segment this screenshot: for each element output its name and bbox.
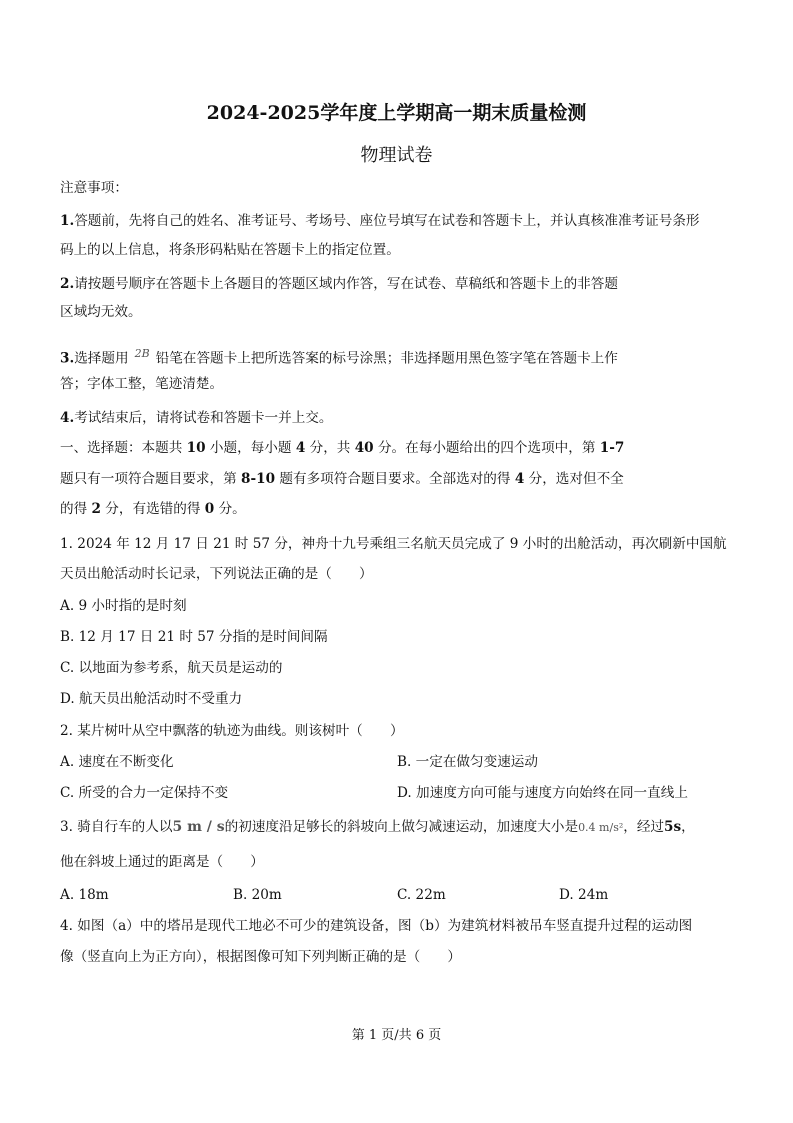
section1-number: 1-7	[599, 440, 625, 456]
section1-line-3	[60, 500, 246, 518]
q3-option-a: A. 18m	[60, 887, 109, 903]
section1-number: 4	[514, 471, 525, 487]
notice-item-1-cont: 码上的以上信息，将条形码粘贴在答题卡上的指定位置。	[60, 242, 400, 258]
pencil-grade-math: 2B	[134, 347, 150, 360]
section1-text: 分。	[214, 501, 246, 517]
section1-text: 的得	[60, 501, 92, 517]
q3-text: 的初速度沿足够长的斜坡向上做匀减速运动，加速度大小是	[224, 819, 579, 835]
notice-item-1	[60, 212, 700, 230]
q2-stem: 2. 某片树叶从空中飘落的轨迹为曲线。则该树叶（ ）	[60, 723, 404, 739]
q3-text: ，	[681, 819, 695, 835]
notice-item-4-text: 考试结束后，请将试卷和答题卡一并上交。	[74, 410, 333, 426]
q1-option-c: C. 以地面为参考系，航天员是运动的	[60, 660, 283, 676]
q4-stem-line-1: 4. 如图（a）中的塔吊是现代工地必不可少的建筑设备，图（b）为建筑材料被吊车竖直提升过程的运动图	[60, 918, 693, 934]
q3-option-d: D. 24m	[559, 887, 609, 903]
q3-text: 3. 骑自行车的人以	[60, 819, 173, 835]
notice-item-2-text: 请按题号顺序在答题卡上各题目的答题区域内作答，写在试卷、草稿纸和答题卡上的非答题	[74, 276, 618, 292]
section1-number: 0	[204, 501, 215, 517]
q1-option-d: D. 航天员出舱活动时不受重力	[60, 691, 243, 707]
notice-item-1-number: 1.	[60, 213, 75, 229]
notice-item-4-number: 4.	[60, 410, 75, 426]
notice-item-4	[60, 409, 332, 427]
section1-number: 4	[295, 440, 306, 456]
q3-initial-velocity: 5 m / s	[172, 819, 225, 835]
q2-option-a: A. 速度在不断变化	[60, 754, 174, 770]
q2-option-b: B. 一定在做匀变速运动	[397, 754, 538, 770]
section1-text: 分。在每小题给出的四个选项中，第	[373, 440, 600, 456]
q3-stem-line-2: 他在斜坡上通过的距离是（ ）	[60, 854, 264, 870]
notice-item-2	[60, 275, 618, 293]
section1-text: 题只有一项符合题目要求，第	[60, 471, 242, 487]
notice-item-1-text: 答题前，先将自己的姓名、准考证号、考场号、座位号填写在试卷和答题卡上，并认真核准准考证号条形	[74, 213, 700, 229]
q1-stem-line-2: 天员出舱活动时长记录，下列说法正确的是（ ）	[60, 566, 373, 582]
notice-item-3-cont: 答；字体工整，笔迹清楚。	[60, 376, 224, 392]
section1-text: 题有多项符合题目要求。全部选对的得	[275, 471, 515, 487]
q3-option-c: C. 22m	[397, 887, 446, 903]
section1-line-1	[60, 439, 624, 457]
section1-text: 分，有选错的得	[100, 501, 205, 517]
q2-option-d: D. 加速度方向可能与速度方向始终在同一直线上	[397, 785, 688, 801]
q1-option-b: B. 12 月 17 日 21 时 57 分指的是时间间隔	[60, 629, 328, 645]
q2-option-c: C. 所受的合力一定保持不变	[60, 785, 229, 801]
q1-stem-line-1: 1. 2024 年 12 月 17 日 21 时 57 分，神舟十九号乘组三名航天员完成了 9 小时的出舱活动，再次刷新中国航	[60, 536, 727, 552]
q1-option-a: A. 9 小时指的是时刻	[60, 598, 187, 614]
exam-subtitle: 物理试卷	[360, 145, 433, 166]
section1-number: 2	[91, 501, 101, 517]
notice-item-2-cont: 区域均无效。	[60, 304, 142, 320]
section1-text: 小题，每小题	[205, 440, 296, 456]
q3-text: ，经过	[623, 819, 665, 835]
section1-text: 分，共	[305, 440, 355, 456]
section1-text: 分，选对但不全	[524, 471, 624, 487]
exam-title: 2024-2025学年度上学期高一期末质量检测	[206, 102, 587, 124]
notice-item-3-number: 3.	[60, 350, 75, 367]
notice-item-3-text-a: 选择题用	[74, 350, 129, 367]
page-footer: 第 1 页/共 6 页	[351, 1028, 442, 1043]
notice-heading: 注意事项：	[60, 180, 128, 196]
section1-text: 一、选择题：本题共	[60, 440, 187, 456]
section1-number: 10	[186, 440, 206, 456]
q3-option-b: B. 20m	[233, 887, 282, 903]
q3-acceleration: 0.4 m/s²	[578, 821, 624, 834]
q3-stem-line-1	[60, 818, 695, 837]
q4-stem-line-2: 像（竖直向上为正方向），根据图像可知下列判断正确的是（ ）	[60, 949, 462, 965]
section1-line-2	[60, 470, 624, 488]
notice-item-3-text-b: 铅笔在答题卡上把所选答案的标号涂黑；非选择题用黑色签字笔在答题卡上作	[155, 350, 618, 367]
notice-item-3	[60, 345, 618, 368]
section1-number: 8-10	[241, 471, 276, 487]
notice-item-2-number: 2.	[60, 276, 75, 292]
section1-number: 40	[354, 440, 374, 456]
q3-time: 5s	[664, 819, 682, 835]
